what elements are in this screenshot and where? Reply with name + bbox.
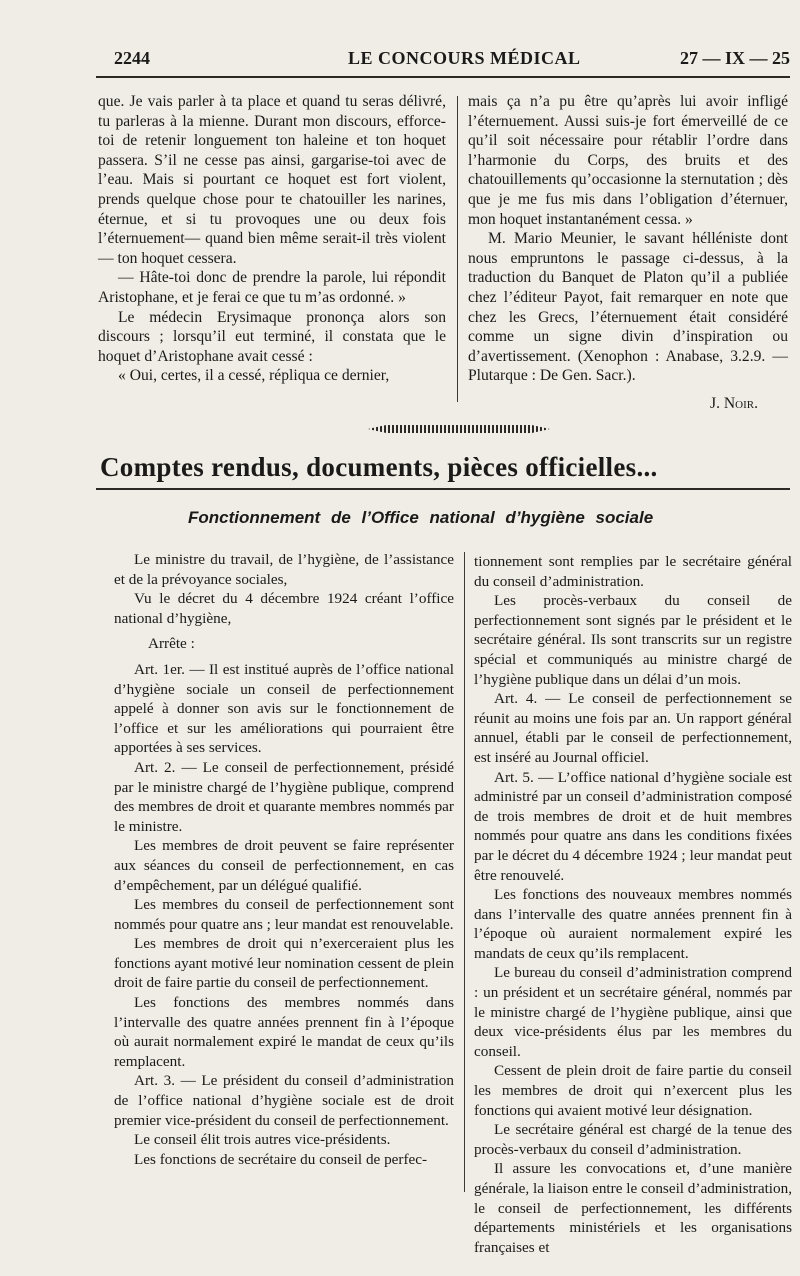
paragraph: « Oui, certes, il a cessé, répliqua ce dernier, — [118, 367, 390, 385]
paragraph: que. Je vais parler à ta place et quand tu seras délivré, tu parleras à la mienne. Durant mon discours, efforce-toi de retenir longuement ton haleine et ton hoquet passera. S’il ne cesse pas ainsi, gargarise-toi avec de l’eau. Mais si pourtant ce hoquet est fort violent, prends quelque chose pour te chatouiller les narines, éternue, et si tu provoques une ou deux fois l’éternuement— quand bien même serait-il très violent — ton hoquet cessera. — [98, 93, 446, 267]
section-title: Comptes rendus, documents, pièces officielles... — [100, 452, 658, 482]
paragraph: — Hâte-toi donc de prendre la parole, lui répondit Aristophane, et je ferai ce que tu m’as ordonné. » — [98, 269, 446, 306]
author-signature: J. Noir. — [710, 394, 758, 412]
paragraph: Les membres de droit qui n’exerceraient plus les fonctions ayant motivé leur nomination cessent de plein droit de faire partie du conseil de perfectionnement. — [114, 935, 454, 992]
paragraph: mais ça n’a pu être qu’après lui avoir infligé l’éternuement. Aussi suis-je fort émerveillé de ce qu’il soit nécessaire pour rétablir l’ordre dans l’harmonie du Corps, des bruits et des chatouillements qu’occasionne la sternutation ; dès que je me fus mis dans l’obligation d’éternuer, mon hoquet instantanément cessa. » — [468, 93, 788, 228]
paragraph: Cessent de plein droit de faire partie du conseil les membres de droit qui n’exercent plus les fonctions qui avaient motivé leur désignation. — [474, 1062, 792, 1119]
article-subtitle: Fonctionnement de l’Office national d’hygiène sociale — [188, 508, 654, 527]
paragraph: Vu le décret du 4 décembre 1924 créant l’office national d’hygiène, — [114, 590, 454, 627]
article-paragraph: Art. 4. — Le conseil de perfectionnement se réunit au moins une fois par an. Un rapport général annuel, établi par le conseil de perfectionnement, est inséré au Journal officiel. — [474, 690, 792, 766]
paragraph: Les membres du conseil de perfectionnement sont nommés pour quatre ans ; leur mandat est renouvelable. — [114, 896, 454, 933]
issue-date: 27 — IX — 25 — [679, 48, 790, 68]
header-rule — [96, 76, 790, 78]
paragraph: Les fonctions des membres nommés dans l’intervalle des quatre années prennent fin à l’époque où aurait normalement expiré le mandat de ceux qu’ils remplacent. — [114, 994, 454, 1070]
article-paragraph: Art. 3. — Le président du conseil d’administration de l’office national d’hygiène sociale est de droit premier vice-président du conseil de perfectionnement. — [114, 1072, 454, 1129]
article-paragraph: Art. 2. — Le conseil de perfectionnement, présidé par le ministre chargé de l’hygiène publique, comprend des membres de droit et quarante membres nommés par le ministre. — [114, 758, 454, 835]
section-rule — [96, 488, 790, 490]
running-header — [100, 48, 790, 74]
paragraph: Les fonctions de secrétaire du conseil de perfec- — [134, 1150, 428, 1168]
paragraph: Le secrétaire général est chargé de la tenue des procès-verbaux du conseil d’administration. — [474, 1121, 792, 1158]
paragraph: Les membres de droit peuvent se faire représenter aux séances du conseil de perfectionnement, en cas d’empêchement, par un délégué qualifié. — [114, 837, 454, 894]
paragraph: Arrête : — [148, 635, 195, 653]
paragraph: Les procès-verbaux du conseil de perfectionnement sont signés par le président et le secrétaire général. Ils sont transcrits sur un registre spécial et communiqués au ministre chargé de l’hygiène publique dans un délai d’un mois. — [474, 592, 792, 688]
article-paragraph: Art. 1er. — Il est institué auprès de l’office national d’hygiène sociale un conseil de perfectionnement appelé à donner son avis sur le fonctionnement de l’office et sur les améliorations qui pourraient être apportées à ses services. — [114, 660, 454, 757]
column-divider — [457, 96, 458, 402]
decree-right-column — [474, 552, 792, 1257]
article-paragraph: Art. 5. — L’office national d’hygiène sociale est administré par un conseil d’administration composé de trois membres de droit et de huit membres nommés pour quatre ans dans les conditions fixées par le décret du 4 décembre 1924 ; leur mandat peut être renouvelé. — [474, 768, 792, 884]
paragraph: tionnement sont remplies par le secrétaire général du conseil d’administration. — [474, 553, 792, 590]
paragraph: Le bureau du conseil d’administration comprend : un président et un secrétaire général, nommés par le ministre chargé de l’hygiène publique, ainsi que deux vice-présidents élus par les membres du conseil. — [474, 964, 792, 1060]
article-right-column — [468, 92, 788, 414]
article-left-column — [98, 92, 446, 386]
decree-left-column — [114, 550, 454, 1169]
ornamental-divider — [368, 424, 550, 434]
paragraph: M. Mario Meunier, le savant hélléniste dont nous empruntons le passage ci-dessus, à la traduction du Banquet de Platon qu’il a publiée chez l’éditeur Payot, fait remarquer en note que chez les Grecs, l’éternuement était considéré comme un signe divin d’inspiration ou d’avertissement. (Xenophon : Anabase, 3.2.9. — Plutarque : De Gen. Sacr.). — [468, 230, 788, 385]
paragraph: Il assure les convocations et, d’une manière générale, la liaison entre le conseil d’administration, le conseil de perfectionnement, les différents départements ministériels et les organisations françaises et — [474, 1160, 792, 1256]
paragraph: Le conseil élit trois autres vice-présidents. — [134, 1131, 391, 1149]
paragraph: Les fonctions des nouveaux membres nommés dans l’intervalle des quatre années prennent fin à l’époque où auraient normalement expiré les mandats de ceux qu’ils remplacent. — [474, 886, 792, 962]
column-divider — [464, 552, 465, 1192]
journal-title: LE CONCOURS MÉDICAL — [348, 48, 581, 68]
paragraph: Le ministre du travail, de l’hygiène, de l’assistance et de la prévoyance sociales, — [114, 551, 454, 588]
page-number: 2244 — [114, 48, 150, 68]
paragraph: Le médecin Erysimaque prononça alors son discours ; lorsqu’il eut terminé, il constata que le hoquet d’Aristophane avait cessé : — [98, 308, 446, 365]
